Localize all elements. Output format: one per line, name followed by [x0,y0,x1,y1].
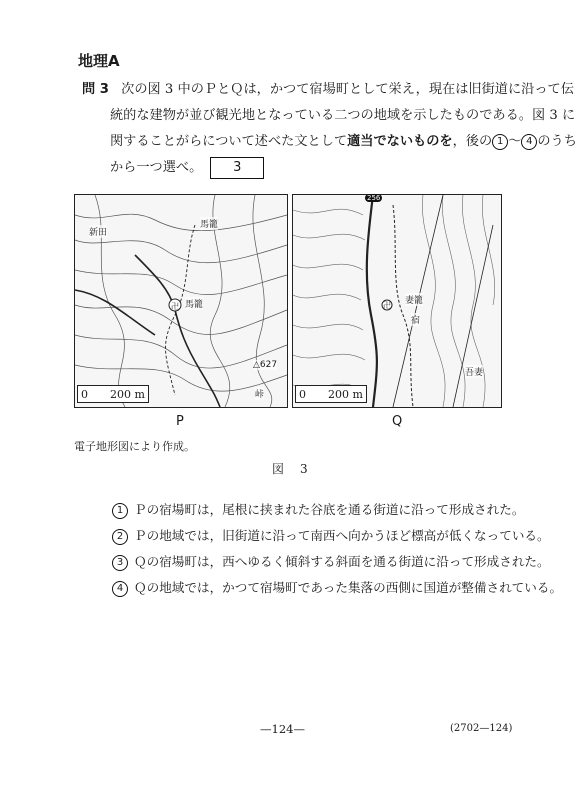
map-p-place-name: △627 [253,360,278,370]
map-q-place-name: 宿 [411,313,420,326]
choice-range-end: 4 [521,134,537,150]
figure-caption: 図 3 [272,462,310,476]
choice-number: 4 [112,581,128,597]
map-p [74,194,288,408]
question-line-4: から一つ選べ。 3 [82,155,577,181]
question-line-1: 問 3 次の図 3 中のＰとＱは，かつて宿場町として栄え，現在は旧街道に沿って伝 [82,82,574,97]
page-number: —124— [260,722,305,736]
choice-range-start: 1 [492,134,508,150]
choices-list [112,500,562,598]
map-q-label: Q [392,414,403,429]
choice-item[interactable]: 2 Ｐの地域では，旧街道に沿って南西へ向かうほど標高が低くなっている。 [112,526,562,546]
question-line-3: 関することがらについて述べた文として適当でないものを，後の 1 ～ 4 のうち [110,134,577,149]
map-p-place-name: 新田 [89,225,107,238]
exam-code: (2702—124) [450,723,513,734]
map-p-label: P [176,414,184,429]
map-q-place-name: 妻籠 [405,293,423,306]
route-number-badge: 256 [367,194,381,202]
emphasis-text: 適当でないものを [347,134,453,149]
map-q [292,194,502,408]
map-p-place-name: 馬籠 [200,217,218,230]
question-line-2: 統的な建物が並び観光地となっている二つの地域を示したものである。図 3 に [110,108,576,123]
choice-item[interactable]: 1 Ｐの宿場町は，尾根に挟まれた谷底を通る街道に沿って形成された。 [112,500,562,520]
answer-box[interactable]: 3 [210,157,264,179]
map-p-place-name: 峠 [255,387,264,400]
choice-item[interactable]: 4 Ｑの地域では，かつて宿場町であった集落の西側に国道が整備されている。 [112,578,562,598]
choice-number: 1 [112,503,128,519]
svg-text:卍: 卍 [383,301,391,310]
map-q-scale-bar: 0 200 m [295,385,367,403]
svg-text:卍: 卍 [171,302,179,311]
choice-number: 3 [112,555,128,571]
section-title: 地理A [78,52,120,70]
choice-item[interactable]: 3 Ｑの宿場町は，西へゆるく傾斜する斜面を通る街道に沿って形成された。 [112,552,562,572]
choice-number: 2 [112,529,128,545]
question-number: 問 3 [82,82,109,97]
map-p-scale-bar: 0 200 m [77,385,149,403]
map-p-place-name: 馬籠 [185,297,203,310]
question-block [82,77,577,181]
map-q-place-name: 吾妻 [465,365,483,378]
map-source-note: 電子地形図により作成。 [74,440,195,453]
